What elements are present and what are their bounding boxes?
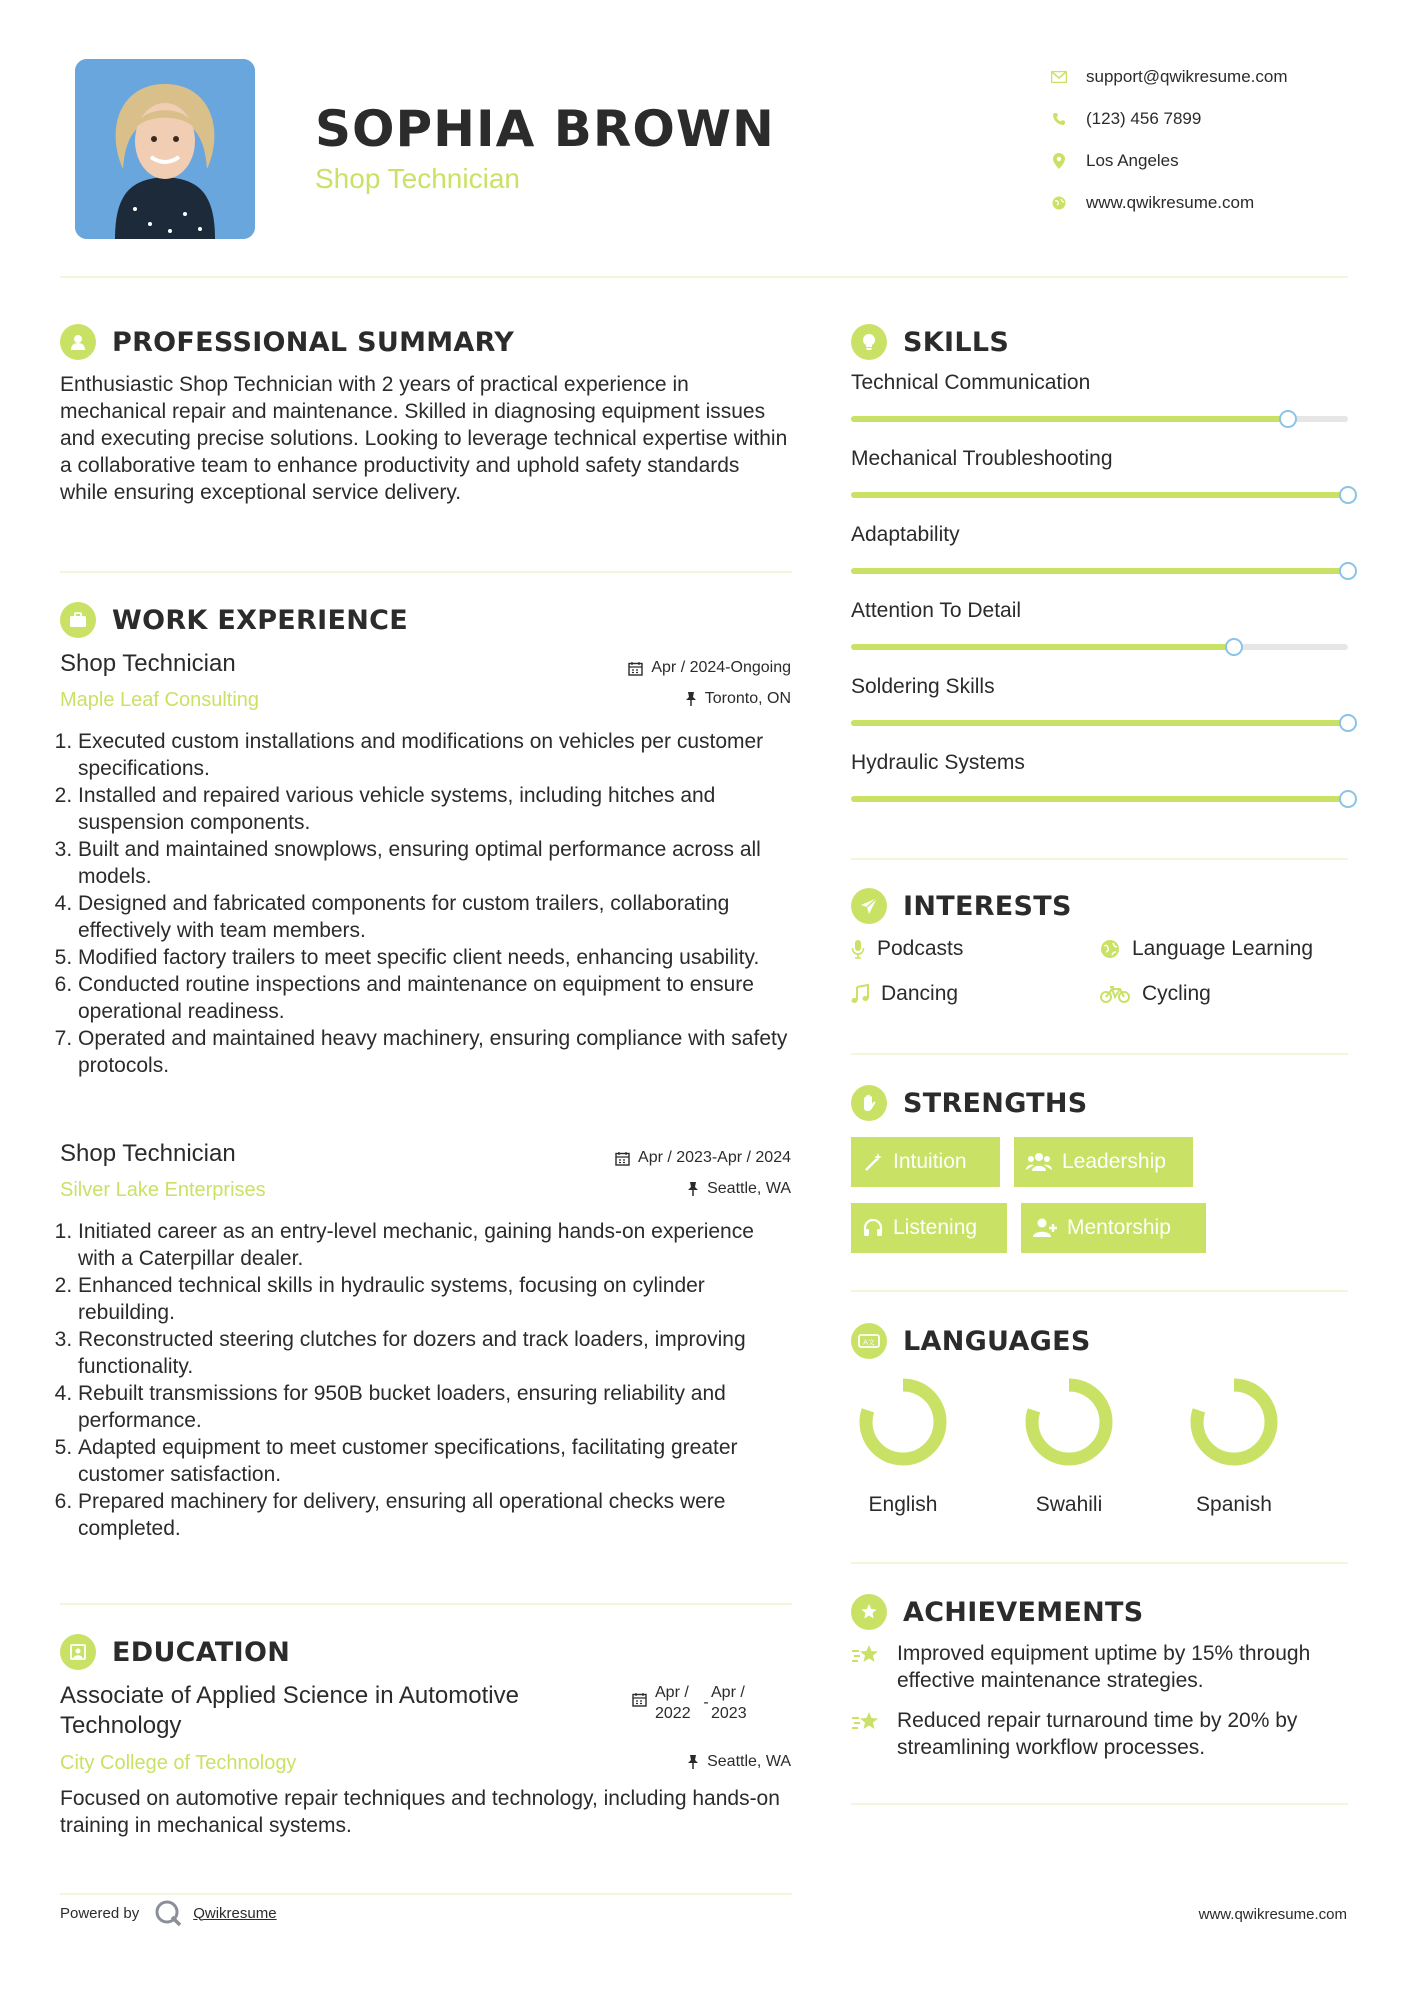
language-name: Spanish	[1196, 1493, 1272, 1516]
summary-text: Enthusiastic Shop Technician with 2 years of practical experience in mechanical repair and maintenance. Skilled in diagnosing equipment issues and executing precise solutions. Looking to leverage technical expertise within a collaborative team to enhance productivity and uphold safety standards while ensuring exceptional service delivery.	[60, 373, 788, 504]
skill-level-knob	[1339, 714, 1357, 732]
star-burst-icon	[851, 1709, 883, 1735]
education-heading-label: EDUCATION	[112, 1636, 291, 1668]
list-item: 5. Modified factory trailers to meet specific client needs, enhancing usability.	[78, 944, 795, 971]
list-item: 2. Enhanced technical skills in hydraulic systems, focusing on cylinder rebuilding.	[78, 1272, 795, 1326]
education-heading	[60, 1634, 290, 1670]
list-item: 7. Operated and maintained heavy machinery, ensuring compliance with safety protocols.	[78, 1025, 795, 1079]
strength-chip-leadership	[1014, 1137, 1193, 1187]
lightbulb-icon	[851, 324, 887, 360]
strength-chip-listening	[851, 1203, 1007, 1253]
skill-name: Soldering Skills	[851, 675, 995, 698]
contact-website-text: www.qwikresume.com	[1086, 193, 1255, 212]
interest-label: Podcasts	[877, 937, 964, 960]
skills-heading	[851, 324, 1009, 360]
achievements-divider	[851, 1803, 1348, 1805]
interest-label: Cycling	[1142, 982, 1211, 1005]
user-plus-icon	[1033, 1218, 1057, 1238]
skill-bar-track	[851, 416, 1348, 422]
contact-list	[1050, 56, 1288, 224]
email-icon	[1050, 68, 1068, 86]
interest-podcasts	[851, 937, 963, 961]
job-1-location-text: Toronto, ON	[704, 690, 791, 707]
skill-level-knob	[1279, 410, 1297, 428]
job-2-location	[540, 1180, 791, 1198]
achievement-text: Reduced repair turnaround time by 20% by streamlining workflow processes.	[897, 1709, 1298, 1759]
music-note-icon	[851, 984, 869, 1004]
education-degree: Associate of Applied Science in Automotive Technology	[60, 1682, 519, 1739]
skill-level-knob	[1339, 486, 1357, 504]
star-burst-icon	[851, 1642, 883, 1668]
skills-divider	[851, 858, 1348, 860]
candidate-name: SOPHIA BROWN	[315, 100, 775, 158]
contact-email[interactable]	[1050, 56, 1288, 98]
skill-level-knob	[1339, 790, 1357, 808]
list-item: 6. Prepared machinery for delivery, ensuring all operational checks were completed.	[78, 1488, 795, 1542]
globe-icon	[1100, 939, 1120, 959]
strength-label: Listening	[893, 1216, 978, 1239]
education-location	[540, 1753, 791, 1771]
languages-heading-label: LANGUAGES	[903, 1325, 1091, 1357]
interest-label: Dancing	[881, 982, 959, 1005]
summary-heading	[60, 324, 514, 360]
list-item: 3. Reconstructed steering clutches for dozers and track loaders, improving functionality.	[78, 1326, 795, 1380]
contact-email-text: support@qwikresume.com	[1086, 67, 1288, 86]
achievement-text: Improved equipment uptime by 15% through effective maintenance strategies.	[897, 1642, 1311, 1692]
bicycle-icon	[1100, 985, 1130, 1003]
education-location-text: Seattle, WA	[707, 1753, 791, 1770]
achievements-heading	[851, 1594, 1144, 1630]
skill-bar-fill	[851, 416, 1288, 422]
job-1-company: Maple Leaf Consulting	[60, 689, 260, 711]
list-item: 3. Built and maintained snowplows, ensuring optimal performance across all models.	[78, 836, 795, 890]
job-2-title: Shop Technician	[60, 1140, 236, 1167]
language-item	[1014, 1374, 1124, 1517]
footer-divider	[60, 1893, 792, 1895]
calendar-icon	[632, 1692, 647, 1707]
work-heading	[60, 602, 408, 638]
strength-label: Mentorship	[1067, 1216, 1171, 1239]
strengths-divider	[851, 1290, 1348, 1292]
skill-name: Adaptability	[851, 523, 960, 546]
achievements-heading-label: ACHIEVEMENTS	[903, 1596, 1144, 1628]
footer-website[interactable]: www.qwikresume.com	[1198, 1906, 1347, 1923]
microphone-icon	[851, 939, 865, 959]
contact-website[interactable]	[1050, 182, 1288, 224]
interest-label: Language Learning	[1132, 937, 1314, 960]
strengths-heading-label: STRENGTHS	[903, 1087, 1088, 1119]
powered-by-label: Powered by	[60, 1904, 140, 1922]
candidate-title: Shop Technician	[315, 163, 520, 194]
job-2-company: Silver Lake Enterprises	[60, 1179, 266, 1201]
skill-bar-fill	[851, 644, 1234, 650]
list-item: 6. Conducted routine inspections and maintenance on equipment to ensure operational readiness.	[78, 971, 795, 1025]
skill-bar-fill	[851, 492, 1348, 498]
qwikresume-logo-icon	[153, 1898, 183, 1928]
skill-name: Technical Communication	[851, 371, 1091, 394]
summary-divider	[60, 571, 792, 573]
pushpin-icon	[687, 1754, 699, 1770]
education-description: Focused on automotive repair techniques and technology, including hands-on training in mechanical systems.	[60, 1787, 780, 1837]
list-item: 4. Designed and fabricated components for custom trailers, collaborating effectively with team members.	[78, 890, 795, 944]
calendar-icon	[615, 1151, 630, 1166]
language-ring-arc	[866, 1385, 940, 1459]
strength-chip-intuition	[851, 1137, 1000, 1187]
language-ring-arc	[1197, 1385, 1271, 1459]
language-ring	[1021, 1374, 1117, 1470]
interest-language-learning	[1100, 937, 1313, 961]
user-icon	[60, 324, 96, 360]
interests-heading	[851, 888, 1072, 924]
strength-label: Leadership	[1062, 1150, 1166, 1173]
headphones-icon	[863, 1218, 883, 1238]
language-ring	[1186, 1374, 1282, 1470]
contact-phone-text: (123) 456 7899	[1086, 109, 1202, 128]
language-ring-arc	[1032, 1385, 1106, 1459]
skill-name: Hydraulic Systems	[851, 751, 1025, 774]
list-item: 4. Rebuilt transmissions for 950B bucket loaders, ensuring reliability and performance.	[78, 1380, 795, 1434]
languages-divider	[851, 1562, 1348, 1564]
list-item: 5. Adapted equipment to meet customer specifications, facilitating greater customer satisfaction.	[78, 1434, 795, 1488]
job-2-location-text: Seattle, WA	[707, 1180, 791, 1197]
skills-heading-label: SKILLS	[903, 326, 1010, 358]
calendar-icon	[628, 661, 643, 676]
strength-chip-mentorship	[1021, 1203, 1206, 1253]
magic-wand-icon	[863, 1152, 883, 1172]
summary-heading-label: PROFESSIONAL SUMMARY	[112, 326, 515, 358]
interest-dancing	[851, 982, 958, 1006]
language-item	[848, 1374, 958, 1517]
skill-name: Attention To Detail	[851, 599, 1022, 622]
language-icon	[851, 1323, 887, 1359]
contact-phone[interactable]	[1050, 98, 1288, 140]
education-school: City College of Technology	[60, 1752, 297, 1774]
globe-icon	[1050, 194, 1068, 212]
skill-level-knob	[1225, 638, 1243, 656]
job-2-bullets	[60, 1218, 795, 1542]
work-heading-label: WORK EXPERIENCE	[112, 604, 408, 636]
work-divider	[60, 1603, 792, 1605]
list-item: 2. Installed and repaired various vehicle systems, including hitches and suspension components.	[78, 782, 795, 836]
skill-bar-fill	[851, 568, 1348, 574]
languages-heading	[851, 1323, 1091, 1359]
education-end: Apr / 2023	[711, 1684, 747, 1722]
skill-bar-track	[851, 644, 1348, 650]
language-name: Swahili	[1035, 1493, 1103, 1516]
header-divider	[60, 276, 1348, 278]
hand-icon	[851, 1085, 887, 1121]
skill-bar-fill	[851, 796, 1348, 802]
skill-bar-fill	[851, 720, 1348, 726]
contact-location-text: Los Angeles	[1086, 151, 1179, 170]
pushpin-icon	[685, 691, 697, 707]
footer-powered-by	[60, 1898, 277, 1928]
job-1-dates-text: Apr / 2024-Ongoing	[651, 659, 791, 676]
skill-bar-track	[851, 568, 1348, 574]
paper-plane-icon	[851, 888, 887, 924]
strengths-heading	[851, 1085, 1088, 1121]
trophy-icon	[851, 1594, 887, 1630]
education-dates: Apr / 2022 - Apr / 2023	[632, 1682, 757, 1724]
contact-location	[1050, 140, 1288, 182]
interest-cycling	[1100, 982, 1211, 1006]
strength-label: Intuition	[893, 1150, 967, 1173]
job-2-dates-text: Apr / 2023-Apr / 2024	[638, 1149, 791, 1166]
language-item	[1179, 1374, 1289, 1517]
language-ring	[855, 1374, 951, 1470]
briefcase-icon	[60, 602, 96, 638]
job-1-bullets	[60, 728, 795, 1079]
qwikresume-link[interactable]: Qwikresume	[193, 1904, 277, 1922]
list-item: 1. Executed custom installations and modifications on vehicles per customer specifications.	[78, 728, 795, 782]
pushpin-icon	[687, 1181, 699, 1197]
phone-icon	[1050, 110, 1068, 128]
list-item: 1. Initiated career as an entry-level mechanic, gaining hands-on experience with a Caterpillar dealer.	[78, 1218, 795, 1272]
skill-bar-track	[851, 492, 1348, 498]
graduation-icon	[60, 1634, 96, 1670]
education-start: Apr / 2022	[655, 1684, 691, 1722]
job-1-title: Shop Technician	[60, 650, 236, 677]
interests-heading-label: INTERESTS	[903, 890, 1072, 922]
achievement-item-1	[851, 1640, 1351, 1694]
job-1-dates	[540, 659, 791, 677]
language-name: English	[868, 1493, 938, 1516]
map-pin-icon	[1050, 152, 1068, 170]
skill-level-knob	[1339, 562, 1357, 580]
interests-divider	[851, 1053, 1348, 1055]
skill-name: Mechanical Troubleshooting	[851, 447, 1113, 470]
skill-bar-track	[851, 796, 1348, 802]
achievement-item-2	[851, 1707, 1351, 1761]
job-1-location	[540, 690, 791, 708]
skill-bar-track	[851, 720, 1348, 726]
svg-text:A文: A文	[863, 1338, 875, 1347]
profile-photo	[75, 59, 255, 239]
job-2-dates	[540, 1149, 791, 1167]
users-icon	[1026, 1152, 1052, 1172]
